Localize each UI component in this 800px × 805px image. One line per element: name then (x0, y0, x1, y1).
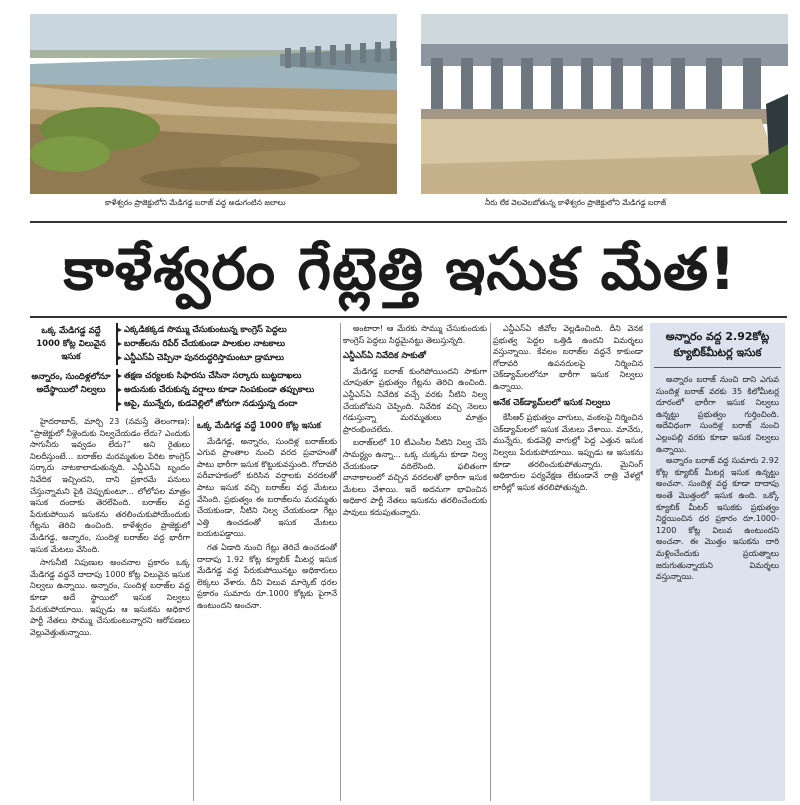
subheading: అనేక చెక్‌డ్యామ్‌లలో ఇసుక నిల్వలు (493, 397, 611, 408)
sidebar-body (650, 368, 785, 589)
highlights-box (30, 323, 345, 411)
highlight-item: అదునుకు చేరుకున్న వర్షాలు కూడా నింపకుండా తప్పుకాలు (118, 383, 347, 397)
highlight-items (116, 323, 347, 365)
highlight-label: ఒక్క మేడిగడ్డ వద్దే 1000 కోట్ల విలువైన ఇసుక (36, 326, 106, 362)
article-column-4 (493, 323, 643, 801)
photo-medigadda-barrage-gates (421, 14, 788, 194)
paragraph: బరాజ్‌లలో 10 టీఎంసీల నీటిని నిల్వ చేసే సామర్థ్యం ఉన్నా... ఒక్క చుక్కను కూడా నిల్వ చేయకుండా వదిలేసింది. ఫలితంగా వానాకాలంలో వచ్చిన వరదలతో భారీగా ఇసుక మేటలు వేశాయి. ఇదే అదనుగా భావించిన అధికార పార్టీ నేతలు ఇసుకను తరలించేందుకు పావులు కదుపుతున్నారు. (343, 438, 487, 517)
photo-caption-left: కాళేశ్వరం ప్రాజెక్టులోని మేడిగడ్డ బరాజ్ వద్ద అడుగంటిన జలాలు (105, 198, 286, 207)
headline-divider (30, 316, 787, 318)
highlight-item: ఎక్కడికక్కడ సొమ్ము చేసుకుంటున్న కాంగ్రెస్ పెద్దలు (118, 323, 347, 337)
highlight-label: అన్నారం, సుందిళ్లలోనూ అదేస్థాయిలో నిల్వలు (31, 372, 111, 395)
column-rule (490, 323, 491, 801)
column-rule (340, 323, 341, 801)
sidebar-title: అన్నారం వద్ద 2.92కోట్ల క్యూబిక్‌మీటర్ల ఇసుక (654, 323, 781, 368)
paragraph: గత ఏడాది నుంచి గేట్లు తెరిచే ఉంచడంతో దాదాపు 1.92 కోట్ల క్యూబిక్ మీటర్ల ఇసుక మేడిగడ్డ వద్ద పేరుకుపోయినట్టు అధికారులు లెక్కలు వేశారు. దీని విలువ మార్కెట్ ధరల ప్రకారం సుమారు రూ.1000 కోట్లకు పైగానే ఉంటుందని అంచనా. (197, 542, 337, 610)
column-rule (193, 416, 194, 801)
article-column-3 (343, 323, 487, 801)
paragraph: ఎన్డీఎస్‌ఏ జీవోల వెల్లడించింది. దీని వెనక ప్రభుత్వ పెద్దల ఒత్తిడి ఉందని విమర్శలు వస్తున్నాయి. కేవలం బరాజ్‌ల వద్దనే కాకుండా గోదావరి ఉపనదులపై నిర్మించిన చెక్‌డ్యామ్‌లలోనూ భారీగా ఇసుక నిల్వలు ఉన్నాయి. (493, 324, 643, 391)
photo-caption-right: నీరు లేక వెలవెలబోతున్న కాళేశ్వరం ప్రాజెక్టులోని మేడిగడ్డ బరాజ్ (485, 198, 667, 207)
sidebar-box (650, 323, 785, 801)
paragraph: మేడిగడ్డ బరాజ్ కుంగిపోయిందని సాకుగా చూపుతూ ప్రభుత్వం గేట్లను తెరిచి ఉంచింది. ఎన్డీఎస్‌ఏ నివేదిక వచ్చే వరకు నీటిని నిల్వ చేయబోమని చెప్పింది. నివేదిక వచ్చి నెలలు గడుస్తున్నా మరమ్మతులు మాత్రం ప్రారంభించలేదు. (343, 366, 487, 434)
paragraph: మేడిగడ్డ, అన్నారం, సుందిళ్ల బరాజ్‌లకు ఎగువ ప్రాంతాల నుంచి వరద ప్రవాహంతో పాటు భారీగా ఇసుక కొట్టుకువస్తుంది. గోదావరి పరీవాహకంలో కురిసిన వర్షాలకు వరదలతో పాటు ఇసుక వచ్చి బరాజ్‌ల వద్ద మేటలు వేసింది. ప్రభుత్వం ఈ బరాజ్‌లను మరమ్మతు చేయకుండా, నీటిని నిల్వ చేయకుండా గేట్లు ఎత్తి ఉంచడంతో ఇసుక మేటలు బయటపడ్డాయి. (197, 436, 337, 539)
paragraph: అంటారా! ఆ మేరకు సొమ్ము చేసుకుందుకు కాంగ్రెస్ పెద్దలు సిద్ధమైనట్టు తెలుస్తున్నది. (343, 324, 487, 345)
top-divider (30, 221, 787, 223)
paragraph: హైదరాబాద్, మార్చి 23 (నమస్తే తెలంగాణ): “ప్రాజెక్టులో నీళ్లెందుకు నిల్వచేయడం లేదు? ఎందుకు సాగునీరు ఇవ్వడం లేదు?” అని రైతులు నిలదీస్తుంటే... బరాజ్‌ల మరమ్మతుల పేరిట కాంగ్రెస్ సర్కారు నాటకాలాడుతున్నది. ఎన్డీఎస్‌ఏ బృందం నివేదిక ఇచ్చిందని, దాని ప్రకారమే పనులు చేస్తున్నామని పైకి చెప్పుకుంటూ... లోలోపల మాత్రం ఇసుక దందాకు తెరలేపింది. బరాజ్‌ల వద్ద పేరుకుపోయిన ఇసుకను తరలించుకుపోయేందుకు గేట్లను తెరిచి ఉంచింది. కాళేశ్వరం ప్రాజెక్టులో మేడిగడ్డ, అన్నారం, సుందిళ్ల బరాజ్‌ల వద్ద భారీగా ఇసుక మేటలు వేసింది. (30, 417, 190, 554)
paragraph: అన్నారం బరాజ్ నుంచి దాని ఎగువ సుందిళ్ల బరాజ్ వరకు 35 కిలోమీటర్ల దూరంలో భారీగా ఇసుక నిల్వలు ఉన్నట్టు ప్రభుత్వం గుర్తించింది. అదేవిధంగా సుందిళ్ల బరాజ్ నుంచి ఎల్లంపల్లి వరకు కూడా ఇసుక నిల్వలు ఉన్నాయి. (656, 375, 779, 454)
highlight-item: ఆపై, మున్నేరు, కుడవెల్లిలో జోరుగా నడుస్తున్న దందా (118, 397, 347, 411)
paragraph: అన్నారం బరాజ్ వద్ద సుమారు 2.92 కోట్ల క్యూబిక్ మీటర్ల ఇసుక ఉన్నట్టు అంచనా. సుందిళ్ల వద్ద కూడా దాదాపు అంతే మొత్తంలో ఇసుక ఉంది. ఒక్కో క్యూబిక్ మీటర్ ఇసుకకు ప్రభుత్వం నిర్ణయించిన ధర ప్రకారం రూ.1000-1200 కోట్ల విలువ ఉంటుందని అంచనా. ఈ మొత్తం ఇసుకను దారి మళ్లించేందుకు ప్రయత్నాలు జరుగుతున్నాయని విమర్శలు వస్తున్నాయి. (656, 456, 779, 582)
article-column-1 (30, 416, 190, 801)
paragraph: సాగునీటి నిపుణుల అంచనాల ప్రకారం ఒక్క మేడిగడ్డ వద్దనే దాదాపు 1000 కోట్ల విలువైన ఇసుక నిల్వలు ఉన్నాయి. అన్నారం, సుందిళ్ల బరాజ్‌ల వద్ద కూడా అదే స్థాయిలో ఇసుక నిల్వలు పేరుకుపోయాయి. ఇప్పుడు ఆ ఇసుకను అధికార పార్టీ నేతలు సొమ్ము చేసుకుంటున్నారని ఆరోపణలు వెల్లువెత్తుతున్నాయి. (30, 558, 190, 637)
subheading: ఒక్క మేడిగడ్డ వద్దే 1000 కోట్ల ఇసుక (197, 421, 321, 431)
highlight-item: తక్షణ చర్యలకు సిఫారసు చేసినా సర్కారు బుట్టదాఖలు (118, 369, 347, 383)
highlight-item: ఎన్డీఎస్‌ఏ చెప్పినా పునరుద్ధరిస్తామంటూ డ్రామాలు (118, 351, 347, 365)
main-headline: కాళేశ్వరం గేట్లెత్తి ఇసుక మేత! (63, 235, 737, 303)
article-column-2 (197, 416, 337, 801)
paragraph: కేసీఆర్ ప్రభుత్వం వాగులు, వంకలపై నిర్మించిన చెక్‌డ్యామ్‌లలో ఇసుక మేటలు వేశాయి. మానేరు, మున్నేరు, కుడవెల్లి వాగుల్లో పెద్ద ఎత్తున ఇసుక నిల్వలు పేరుకుపోయాయి. ఇప్పుడు ఆ ఇసుకను కూడా తరలించుకుపోతున్నారు. మైనింగ్ అధికారుల పర్యవేక్షణ లేకుండానే రాత్రి వేళల్లో లారీల్లో ఇసుక తరలిపోతున్నది. (493, 413, 643, 492)
highlight-items (116, 369, 347, 411)
subheading: ఎన్డీఎస్‌ఏ నివేదిక సాకుతో (343, 351, 426, 362)
photo-dry-river-medigadda (30, 14, 397, 194)
highlight-item: బరాజ్‌లను రిపేర్ చేయకుండా పాలకుల నాటకాలు (118, 337, 347, 351)
